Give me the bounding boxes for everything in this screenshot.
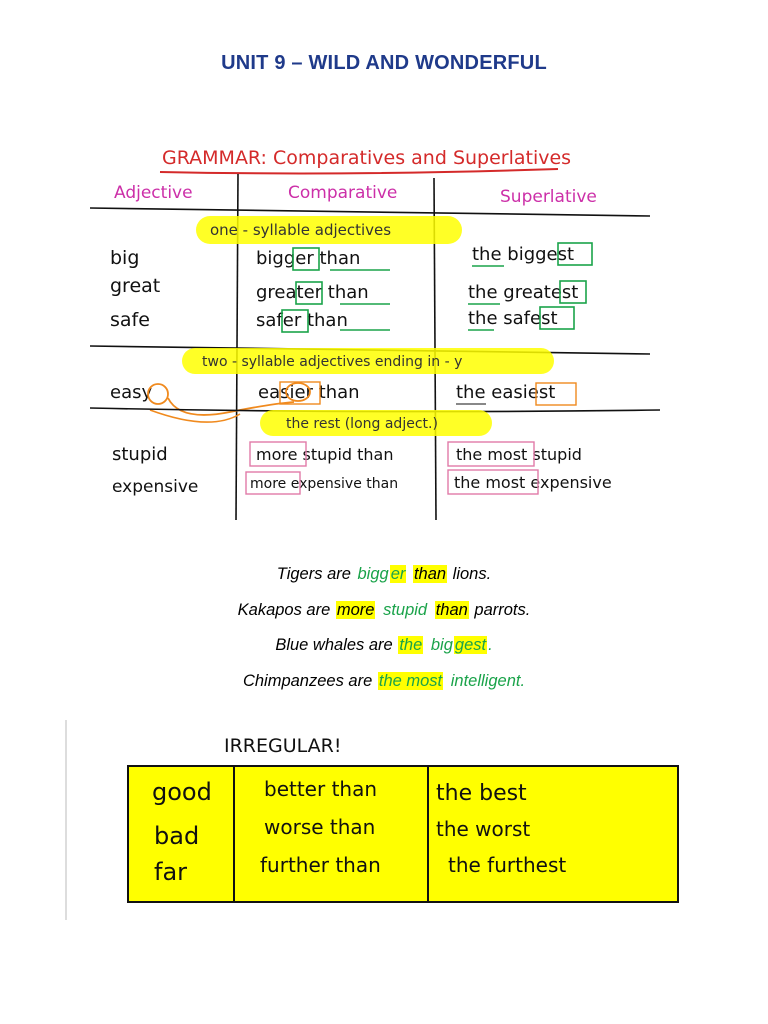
- superlative-cell: the most stupid: [456, 445, 582, 464]
- superlative-cell: the worst: [436, 817, 531, 841]
- example-sentence: Kakapos are more stupid than parrots.: [237, 600, 531, 619]
- comparative-cell: further than: [260, 853, 381, 877]
- row-divider: [90, 208, 650, 216]
- superlative-cell: the safest: [468, 308, 558, 329]
- adjective-cell: far: [154, 858, 188, 886]
- table-row: [112, 470, 612, 497]
- comparative-cell: safer than: [256, 310, 348, 331]
- superlative-cell: the biggest: [472, 244, 575, 265]
- adjective-cell: expensive: [112, 477, 199, 497]
- comparative-cell: easier than: [258, 382, 360, 403]
- adjective-cell: big: [110, 247, 140, 269]
- example-sentence: Tigers are bigg er than lions.: [276, 565, 492, 583]
- comparative-cell: bigger than: [256, 248, 361, 269]
- table-row: [110, 275, 586, 304]
- section-label: the rest (long adject.): [286, 416, 438, 432]
- superlative-cell: the best: [436, 781, 527, 806]
- adjective-cell: easy: [110, 382, 153, 403]
- table-row: [112, 442, 582, 466]
- example-sentence: Blue whales are the big gest .: [275, 636, 493, 654]
- irregular-table-figure: [64, 720, 684, 920]
- table-row: [110, 243, 592, 270]
- table-row: [110, 307, 574, 332]
- example-sentences: [0, 562, 768, 704]
- comparative-cell: more stupid than: [256, 445, 394, 464]
- comparative-cell: greater than: [256, 282, 369, 303]
- grammar-heading: GRAMMAR: Comparatives and Superlatives: [162, 147, 572, 169]
- grammar-table-figure: [90, 132, 660, 532]
- adjective-cell: great: [110, 275, 161, 297]
- adjective-cell: good: [152, 778, 212, 806]
- section-label: two - syllable adjectives ending in - y: [202, 354, 463, 370]
- superlative-cell: the furthest: [448, 853, 567, 877]
- comparative-cell: more expensive than: [250, 476, 399, 492]
- superlative-cell: the greatest: [468, 282, 579, 303]
- header-comparative: Comparative: [288, 183, 398, 203]
- irregular-heading: IRREGULAR!: [224, 735, 342, 757]
- superlative-cell: the easiest: [456, 382, 556, 403]
- adjective-cell: bad: [154, 822, 200, 850]
- section-label: one - syllable adjectives: [210, 221, 392, 239]
- example-sentence: Chimpanzees are the most intelligent.: [242, 671, 526, 690]
- header-adjective: Adjective: [114, 183, 193, 203]
- superlative-cell: the most expensive: [454, 473, 612, 492]
- header-superlative: Superlative: [500, 187, 597, 207]
- adjective-cell: safe: [110, 309, 150, 331]
- heading-underline: [160, 169, 558, 173]
- page-title: UNIT 9 – WILD AND WONDERFUL: [221, 52, 547, 74]
- comparative-cell: better than: [264, 777, 378, 801]
- adjective-cell: stupid: [112, 444, 168, 465]
- comparative-cell: worse than: [264, 815, 376, 839]
